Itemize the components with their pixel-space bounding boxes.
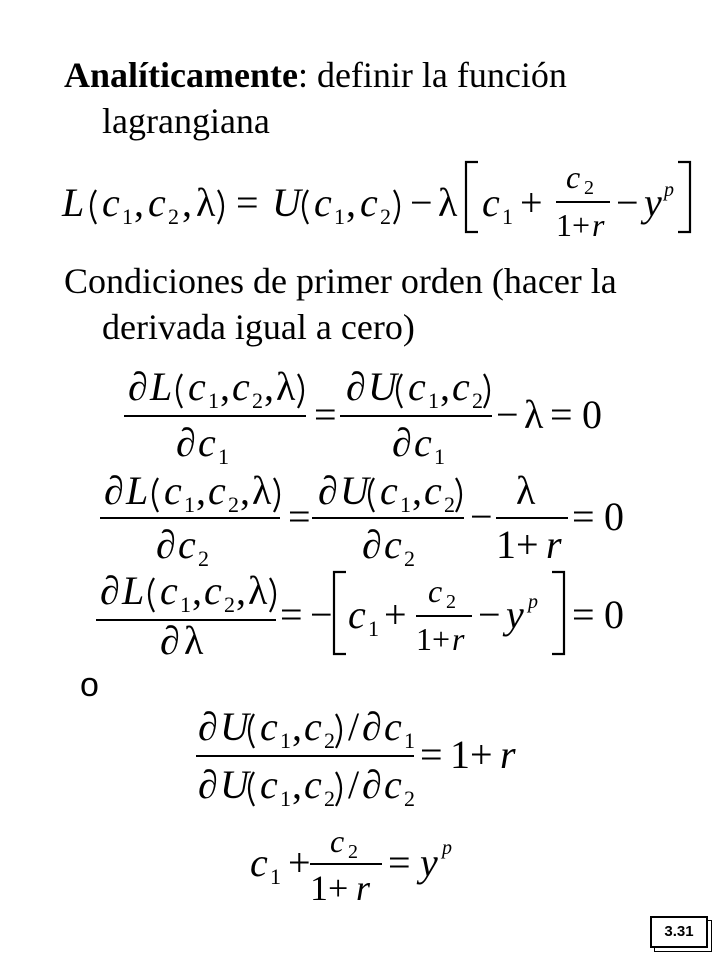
svg-text:/: / (348, 704, 360, 749)
svg-text:c: c (384, 762, 402, 807)
svg-text:r: r (452, 621, 465, 657)
svg-text:∂: ∂ (362, 522, 382, 567)
svg-text:c: c (188, 364, 206, 409)
svg-text:1+: 1+ (416, 621, 451, 657)
svg-text:,: , (240, 468, 250, 513)
svg-text:U: U (220, 704, 249, 749)
svg-text:1+: 1+ (556, 207, 591, 243)
svg-text:c: c (178, 522, 196, 567)
svg-text:∂: ∂ (176, 420, 196, 465)
svg-text:−: − (410, 180, 433, 225)
svg-text:y: y (420, 840, 438, 885)
svg-text:∂: ∂ (128, 364, 148, 409)
svg-text:0: 0 (582, 392, 602, 437)
svg-text:c: c (360, 180, 378, 225)
svg-text:2: 2 (444, 492, 455, 517)
svg-text:c: c (330, 823, 345, 859)
svg-text:=: = (420, 732, 443, 777)
svg-text:c: c (408, 364, 426, 409)
mrs-condition-equation (0, 700, 720, 810)
svg-text:∂: ∂ (198, 704, 218, 749)
svg-text:,: , (220, 364, 230, 409)
conditions-paragraph (64, 258, 664, 350)
svg-text:2: 2 (228, 492, 239, 517)
svg-text:y: y (506, 592, 524, 637)
lagrangian-equation (0, 148, 720, 248)
svg-text:r: r (356, 868, 371, 908)
svg-text:c: c (260, 704, 278, 749)
svg-text:1: 1 (122, 204, 133, 229)
svg-text:U: U (272, 180, 301, 225)
slide-number: 3.31 (650, 916, 708, 948)
svg-text:p: p (528, 591, 538, 613)
svg-text:∂: ∂ (100, 568, 120, 613)
svg-text:c: c (428, 573, 443, 609)
svg-text:2: 2 (380, 204, 391, 229)
budget-constraint-equation (0, 820, 720, 910)
svg-text:1: 1 (502, 204, 513, 229)
svg-text:,: , (196, 468, 206, 513)
svg-text:+: + (384, 592, 407, 637)
svg-text:c: c (384, 704, 402, 749)
svg-text:2: 2 (168, 204, 179, 229)
svg-text:r: r (592, 207, 605, 243)
svg-text:λ: λ (196, 180, 216, 225)
svg-text:=: = (236, 180, 259, 225)
svg-text:c: c (208, 468, 226, 513)
intro-text-line1: : definir la función (297, 55, 567, 95)
svg-text:L: L (150, 364, 173, 409)
svg-text:2: 2 (324, 786, 335, 811)
svg-text:2: 2 (404, 786, 415, 811)
svg-text:,: , (440, 364, 450, 409)
svg-text:c: c (414, 420, 432, 465)
svg-text:c: c (348, 592, 366, 637)
svg-text:=: = (388, 840, 411, 885)
svg-text:1: 1 (184, 492, 195, 517)
svg-text:1: 1 (218, 444, 229, 469)
svg-text:/: / (348, 762, 360, 807)
slide-number-badge (650, 916, 710, 950)
svg-text:λ: λ (252, 468, 272, 513)
svg-text:c: c (232, 364, 250, 409)
svg-text:−: − (470, 494, 493, 539)
condition-dlambda-equation (0, 566, 720, 666)
intro-heading: Analíticamente (64, 55, 298, 95)
svg-text:=: = (572, 494, 595, 539)
svg-text:,: , (192, 568, 202, 613)
svg-text:=: = (572, 592, 595, 637)
svg-text:+: + (520, 180, 543, 225)
svg-text:2: 2 (224, 592, 235, 617)
svg-text:2: 2 (584, 177, 594, 199)
svg-text:1+: 1+ (496, 522, 539, 567)
conjunction-o: o (80, 666, 99, 704)
svg-text:−: − (478, 592, 501, 637)
svg-text:1: 1 (404, 728, 415, 753)
svg-text:1: 1 (280, 728, 291, 753)
svg-text:∂: ∂ (156, 522, 176, 567)
svg-text:2: 2 (324, 728, 335, 753)
svg-text:−: − (616, 180, 639, 225)
svg-text:,: , (412, 468, 422, 513)
svg-text:2: 2 (198, 546, 209, 571)
conditions-line2: derivada igual a cero) (102, 307, 415, 347)
svg-text:−: − (496, 392, 519, 437)
svg-text:=: = (280, 592, 303, 637)
svg-text:c: c (250, 840, 268, 885)
svg-text:,: , (134, 180, 144, 225)
svg-text:2: 2 (472, 388, 483, 413)
svg-text:1: 1 (428, 388, 439, 413)
svg-text:1: 1 (280, 786, 291, 811)
svg-text:λ: λ (276, 364, 296, 409)
svg-text:1: 1 (400, 492, 411, 517)
svg-text:L: L (122, 568, 145, 613)
conditions-line1: Condiciones de primer orden (hacer la (64, 261, 617, 301)
svg-text:2: 2 (404, 546, 415, 571)
svg-text:c: c (160, 568, 178, 613)
svg-text:c: c (198, 420, 216, 465)
svg-text:λ: λ (438, 180, 458, 225)
svg-text:∂: ∂ (346, 364, 366, 409)
svg-text:2: 2 (252, 388, 263, 413)
svg-text:∂: ∂ (362, 704, 382, 749)
svg-text:c: c (424, 468, 442, 513)
svg-text:,: , (182, 180, 192, 225)
svg-text:p: p (664, 179, 674, 201)
svg-text:,: , (346, 180, 356, 225)
svg-text:=: = (314, 392, 337, 437)
condition-dc2-equation (0, 468, 720, 571)
svg-text:λ: λ (184, 618, 204, 663)
svg-text:c: c (384, 522, 402, 567)
svg-text:=: = (288, 494, 311, 539)
svg-text:U: U (220, 762, 249, 807)
svg-text:L: L (62, 180, 85, 225)
svg-text:1+: 1+ (450, 732, 493, 777)
intro-text-line2: lagrangiana (102, 101, 270, 141)
svg-text:L: L (126, 468, 149, 513)
condition-dc1-equation (0, 358, 720, 468)
svg-text:y: y (644, 180, 662, 225)
svg-text:c: c (304, 762, 322, 807)
svg-text:1+: 1+ (310, 868, 349, 908)
svg-text:−: − (310, 592, 333, 637)
svg-text:c: c (260, 762, 278, 807)
svg-text:1: 1 (434, 444, 445, 469)
svg-text:0: 0 (604, 494, 624, 539)
svg-text:∂: ∂ (392, 420, 412, 465)
svg-text:2: 2 (348, 841, 358, 863)
svg-text:,: , (292, 762, 302, 807)
svg-text:c: c (380, 468, 398, 513)
svg-text:,: , (236, 568, 246, 613)
svg-text:∂: ∂ (362, 762, 382, 807)
svg-text:r: r (500, 732, 516, 777)
svg-text:c: c (164, 468, 182, 513)
svg-text:c: c (102, 180, 120, 225)
svg-text:λ: λ (524, 392, 544, 437)
svg-text:c: c (482, 180, 500, 225)
svg-text:0: 0 (604, 592, 624, 637)
svg-text:p: p (442, 837, 452, 859)
svg-text:2: 2 (446, 591, 456, 613)
svg-text:+: + (288, 840, 311, 885)
svg-text:∂: ∂ (104, 468, 124, 513)
svg-text:c: c (148, 180, 166, 225)
svg-text:λ: λ (248, 568, 268, 613)
svg-text:1: 1 (208, 388, 219, 413)
svg-text:U: U (340, 468, 369, 513)
svg-text:1: 1 (368, 616, 379, 641)
svg-text:1: 1 (334, 204, 345, 229)
svg-text:,: , (292, 704, 302, 749)
svg-text:∂: ∂ (318, 468, 338, 513)
svg-text:c: c (204, 568, 222, 613)
svg-text:,: , (264, 364, 274, 409)
svg-text:∂: ∂ (198, 762, 218, 807)
svg-text:c: c (566, 159, 581, 195)
intro-paragraph (64, 52, 664, 144)
svg-text:r: r (546, 522, 562, 567)
svg-text:λ: λ (516, 468, 536, 513)
svg-text:c: c (314, 180, 332, 225)
svg-text:=: = (550, 392, 573, 437)
svg-text:c: c (452, 364, 470, 409)
svg-text:1: 1 (270, 864, 281, 889)
svg-text:1: 1 (180, 592, 191, 617)
svg-text:∂: ∂ (160, 618, 180, 663)
svg-text:c: c (304, 704, 322, 749)
svg-text:U: U (368, 364, 397, 409)
